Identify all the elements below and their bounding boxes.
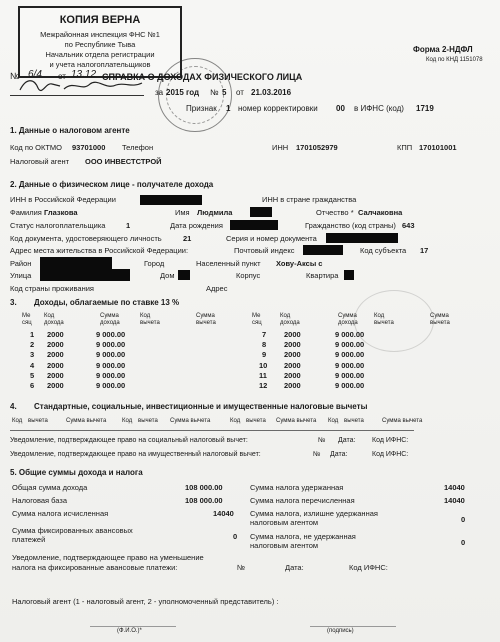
redacted-doc-number bbox=[326, 233, 398, 243]
handwritten-signature bbox=[16, 74, 146, 96]
income-table-header: вычета bbox=[430, 320, 450, 326]
fixed-payments-value: 0 bbox=[233, 532, 238, 541]
footer-fio-label: (Ф.И.О.)* bbox=[117, 628, 142, 634]
income-month: 10 bbox=[259, 360, 268, 370]
date-label: от bbox=[236, 88, 244, 97]
income-code: 2000 bbox=[284, 381, 301, 390]
oktmo-value: 93701000 bbox=[72, 143, 106, 152]
deduction-column-header: вычета bbox=[138, 418, 158, 424]
notice-ifns-label: Код ИФНС: bbox=[372, 451, 409, 458]
redacted-birth-date bbox=[230, 220, 278, 230]
income-month: 11 bbox=[259, 370, 267, 380]
number2-value: 5 bbox=[222, 88, 227, 97]
income-table-header: дохода bbox=[44, 320, 64, 326]
tax-base-value: 108 000.00 bbox=[185, 496, 223, 505]
income-amount: 9 000.00 bbox=[96, 340, 126, 350]
ifns-label: в ИФНС (код) bbox=[354, 104, 404, 113]
deduction-column-header: вычета bbox=[246, 418, 266, 424]
income-code: 2000 bbox=[47, 350, 64, 360]
deduction-column-header: Сумма вычета bbox=[382, 418, 423, 424]
income-table-header: вычета bbox=[196, 320, 216, 326]
income-month: 1 bbox=[30, 330, 35, 339]
house-label: Дом bbox=[160, 271, 175, 280]
zip-label: Почтовый индекс bbox=[234, 246, 295, 255]
total-income-value: 108 000.00 bbox=[185, 483, 223, 492]
income-code: 2000 bbox=[47, 381, 64, 390]
income-amount: 9 000.00 bbox=[335, 330, 365, 339]
income-code: 2000 bbox=[284, 370, 301, 380]
country-code-label: Код страны проживания bbox=[10, 284, 94, 293]
fixed-notice-ifns-label: Код ИФНС: bbox=[349, 563, 388, 572]
deduction-column-header: Код bbox=[12, 418, 23, 424]
surname-label: Фамилия bbox=[10, 208, 42, 217]
address-label: Адрес места жительства в Российской Федерации: bbox=[10, 246, 189, 255]
doc-title: СПРАВКА О ДОХОДАХ ФИЗИЧЕСКОГО ЛИЦА bbox=[102, 72, 303, 82]
income-amount: 9 000.00 bbox=[335, 340, 365, 350]
from-label: от bbox=[58, 72, 66, 81]
year-value: 2015 год bbox=[166, 88, 200, 97]
doc-code-label: Код документа, удостоверяющего личность bbox=[10, 234, 162, 243]
income-amount: 9 000.00 bbox=[96, 381, 126, 390]
income-amount: 9 000.00 bbox=[335, 360, 365, 370]
from-value: 13.12 bbox=[71, 69, 97, 80]
copy-certified-stamp bbox=[18, 6, 182, 78]
income-month: 7 bbox=[262, 330, 267, 339]
section5-title: 5. Общие суммы дохода и налога bbox=[10, 468, 143, 477]
income-table-header: дохода bbox=[280, 320, 300, 326]
redacted-field bbox=[250, 207, 272, 217]
name-value: Людмила bbox=[197, 208, 233, 217]
kpp-label: КПП bbox=[397, 143, 413, 152]
patronymic-label: Отчество * bbox=[316, 208, 354, 217]
person-inn-citizenship-label: ИНН в стране гражданства bbox=[262, 195, 357, 204]
income-table-header: Сумма bbox=[430, 313, 449, 319]
sign-value: 1 bbox=[226, 104, 231, 113]
corpus-label: Корпус bbox=[236, 271, 261, 280]
tax-withheld-label: Сумма налога удержанная bbox=[250, 483, 344, 492]
status-label: Статус налогоплательщика bbox=[10, 221, 106, 230]
citizenship-value: 643 bbox=[402, 221, 415, 230]
name-label: Имя bbox=[175, 208, 190, 217]
redacted-inn bbox=[140, 195, 202, 205]
income-code: 2000 bbox=[284, 340, 301, 350]
income-amount: 9 000.00 bbox=[96, 360, 126, 370]
income-table-header: Код bbox=[280, 313, 291, 319]
tax-calculated-value: 14040 bbox=[213, 509, 234, 518]
income-code: 2000 bbox=[284, 350, 301, 360]
income-month: 4 bbox=[30, 360, 35, 370]
tax-transferred-label: Сумма налога перечисленная bbox=[250, 496, 355, 505]
section2-title: 2. Данные о физическом лице - получателе дохода bbox=[10, 180, 214, 189]
income-table-header: Ме bbox=[252, 313, 261, 319]
section3-title: Доходы, облагаемые по ставке 13 % bbox=[34, 298, 180, 307]
tax-excess-label: Сумма налога, излишне удержанная bbox=[250, 509, 378, 518]
tax-not-withheld-label: Сумма налога, не удержанная bbox=[250, 532, 356, 541]
redacted-street bbox=[40, 269, 130, 281]
section3-number: 3. bbox=[10, 298, 17, 307]
stamp-line: Межрайонная инспекция ФНС №1 bbox=[40, 30, 160, 39]
redacted-zip bbox=[303, 245, 343, 255]
date-value: 21.03.2016 bbox=[251, 88, 292, 97]
ifns-value: 1719 bbox=[416, 104, 434, 113]
settlement-label: Населенный пункт bbox=[196, 259, 261, 268]
foreign-address-label: Адрес bbox=[206, 284, 228, 293]
agent-inn-value: 1701052979 bbox=[296, 143, 338, 152]
income-code: 2000 bbox=[47, 360, 64, 370]
faint-seal-imprint bbox=[354, 290, 434, 352]
income-table-header: Сумма bbox=[196, 313, 215, 319]
tax-withheld-value: 14040 bbox=[444, 483, 465, 492]
income-table-header: Сумма bbox=[100, 313, 119, 319]
income-month: 2 bbox=[30, 340, 35, 350]
birth-date-label: Дата рождения bbox=[170, 221, 223, 230]
flat-label: Квартира bbox=[306, 271, 339, 280]
status-value: 1 bbox=[126, 221, 131, 230]
section4-number: 4. bbox=[10, 402, 17, 411]
fixed-notice-no-label: № bbox=[237, 563, 246, 572]
income-table-header: сяц bbox=[252, 320, 262, 326]
income-amount: 9 000.00 bbox=[96, 350, 126, 360]
agent-label: Налоговый агент bbox=[10, 157, 70, 166]
income-table-header: сяц bbox=[22, 320, 32, 326]
deduction-column-header: Сумма вычета bbox=[170, 418, 211, 424]
income-month: 3 bbox=[30, 350, 35, 360]
city-label: Город bbox=[144, 259, 165, 268]
fixed-notice-label-2: налога на фиксированные авансовые платежи: bbox=[12, 563, 178, 572]
tax-excess-value: 0 bbox=[461, 515, 466, 524]
tax-transferred-value: 14040 bbox=[444, 496, 465, 505]
income-table-header: вычета bbox=[374, 320, 394, 326]
tax-not-withheld-label-2: налоговым агентом bbox=[250, 541, 319, 550]
tax-excess-label-2: налоговым агентом bbox=[250, 518, 319, 527]
income-code: 2000 bbox=[47, 340, 64, 350]
income-amount: 9 000.00 bbox=[96, 330, 126, 339]
notice-date-label: Дата: bbox=[330, 451, 348, 458]
footer-agent-label: Налоговый агент (1 - налоговый агент, 2 - уполномоченный представитель) : bbox=[12, 597, 279, 606]
total-income-label: Общая сумма дохода bbox=[12, 483, 88, 492]
income-code: 2000 bbox=[284, 330, 301, 339]
property-deduction-notice: Уведомление, подтверждающее право на имущественный налоговый вычет: bbox=[10, 451, 261, 458]
deduction-column-header: Сумма вычета bbox=[276, 418, 317, 424]
patronymic-value: Салчаковна bbox=[358, 208, 403, 217]
social-deduction-notice: Уведомление, подтверждающее право на социальный налоговый вычет: bbox=[10, 437, 248, 444]
form-title: Форма 2-НДФЛ bbox=[413, 45, 473, 54]
region-code-label: Код субъекта bbox=[360, 246, 407, 255]
income-table-header: дохода bbox=[100, 320, 120, 326]
income-table-header: вычета bbox=[140, 320, 160, 326]
notice-date-label: Дата: bbox=[338, 437, 356, 444]
fixed-notice-label: Уведомление, подтверждающее право на уменьшение bbox=[12, 553, 204, 562]
income-month: 9 bbox=[262, 350, 267, 360]
deduction-column-header: Код bbox=[122, 418, 133, 424]
section1-title: 1. Данные о налоговом агенте bbox=[10, 126, 130, 135]
agent-inn-label: ИНН bbox=[272, 143, 289, 152]
income-amount: 9 000.00 bbox=[335, 370, 365, 380]
doc-number-value: 6/4 bbox=[28, 69, 42, 80]
notice-ifns-label: Код ИФНС: bbox=[372, 437, 409, 444]
deduction-column-header: Код bbox=[328, 418, 339, 424]
income-table-header: Код bbox=[374, 313, 385, 319]
notice-no-label: № bbox=[318, 437, 326, 444]
income-table-header: дохода bbox=[338, 320, 358, 326]
income-month: 12 bbox=[259, 381, 268, 390]
sign-label: Признак bbox=[186, 104, 217, 113]
citizenship-label: Гражданство (код страны) bbox=[305, 221, 396, 230]
surname-value: Глазкова bbox=[44, 208, 78, 217]
fixed-payments-label-2: платежей bbox=[12, 535, 46, 544]
income-code: 2000 bbox=[47, 370, 64, 380]
agent-value: ООО ИНВЕСТСТРОЙ bbox=[85, 157, 162, 166]
income-amount: 9 000.00 bbox=[335, 350, 365, 360]
income-month: 6 bbox=[30, 381, 35, 390]
street-label: Улица bbox=[10, 271, 32, 280]
doc-code-value: 21 bbox=[183, 234, 192, 243]
region-code-value: 17 bbox=[420, 246, 429, 255]
doc-number-label: Серия и номер документа bbox=[226, 234, 317, 243]
income-table-header: Ме bbox=[22, 313, 31, 319]
kpp-value: 170101001 bbox=[419, 143, 457, 152]
redacted-flat bbox=[344, 270, 354, 280]
income-table-header: Код bbox=[140, 313, 151, 319]
section4-title: Стандартные, социальные, инвестиционные и имущественные налоговые вычеты bbox=[34, 402, 368, 411]
person-inn-rf-label: ИНН в Российской Федерации bbox=[10, 195, 116, 204]
tax-calculated-label: Сумма налога исчисленная bbox=[12, 509, 109, 518]
stamp-line: по Республике Тыва bbox=[64, 40, 136, 49]
fixed-notice-date-label: Дата: bbox=[285, 563, 304, 572]
income-month: 8 bbox=[262, 340, 267, 350]
phone-label: Телефон bbox=[122, 143, 154, 152]
correction-value: 00 bbox=[336, 104, 345, 113]
year-label: за bbox=[155, 88, 164, 97]
doc-number-label: № bbox=[10, 71, 20, 81]
income-month: 5 bbox=[30, 370, 35, 380]
number2-label: № bbox=[210, 88, 219, 97]
stamp-line: и учета налогоплательщиков bbox=[49, 60, 151, 69]
redacted-house bbox=[178, 270, 190, 280]
footer-sign-label: (подпись) bbox=[327, 628, 354, 634]
deduction-column-header: Сумма вычета bbox=[66, 418, 107, 424]
notice-no-label: № bbox=[313, 451, 321, 458]
deduction-column-header: вычета bbox=[344, 418, 364, 424]
income-table-header: Код bbox=[44, 313, 55, 319]
correction-label: номер корректировки bbox=[238, 104, 318, 113]
deduction-column-header: вычета bbox=[28, 418, 48, 424]
income-amount: 9 000.00 bbox=[96, 370, 126, 380]
income-table-header: Сумма bbox=[338, 313, 357, 319]
income-code: 2000 bbox=[47, 330, 64, 339]
form-knd: Код по КНД 1151078 bbox=[426, 57, 483, 63]
income-code: 2000 bbox=[284, 360, 301, 370]
tax-not-withheld-value: 0 bbox=[461, 538, 466, 547]
stamp-title: КОПИЯ ВЕРНА bbox=[59, 14, 141, 26]
tax-base-label: Налоговая база bbox=[12, 496, 67, 505]
district-label: Район bbox=[10, 259, 32, 268]
income-amount: 9 000.00 bbox=[335, 381, 365, 390]
deduction-column-header: Код bbox=[230, 418, 241, 424]
stamp-line: Начальник отдела регистрации bbox=[45, 50, 155, 59]
settlement-value: Хову-Аксы с bbox=[276, 259, 323, 268]
fixed-payments-label: Сумма фиксированных авансовых bbox=[12, 526, 133, 535]
oktmo-label: Код по ОКТМО bbox=[10, 143, 63, 152]
